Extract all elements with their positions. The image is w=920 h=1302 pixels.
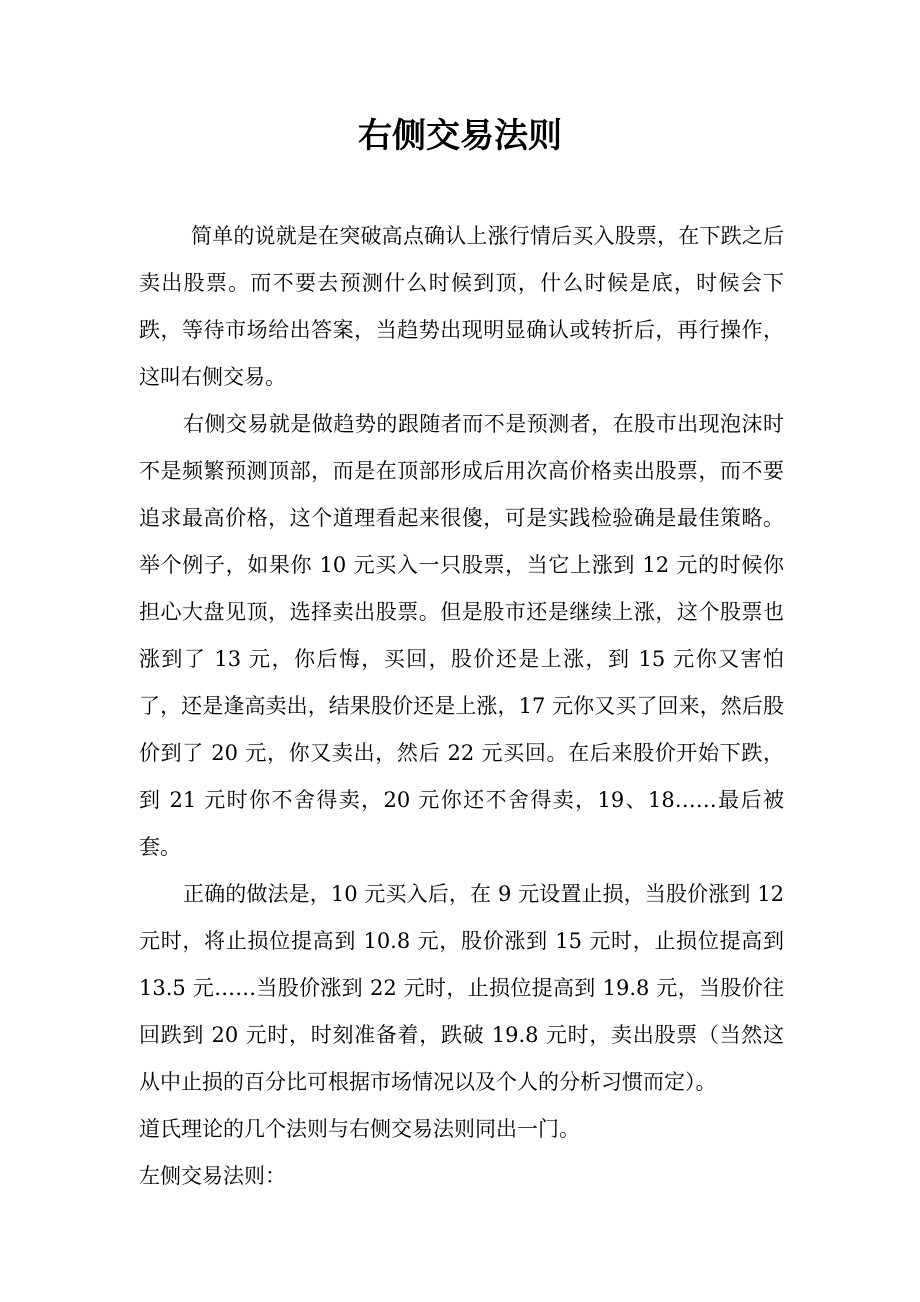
document-title: 右侧交易法则 [358, 116, 562, 156]
paragraph-left-side-heading: 左侧交易法则： [139, 1164, 286, 1188]
paragraph-intro: 简单的说就是在突破高点确认上涨行情后买入股票，在下跌之后卖出股票。而不要去预测什么时候到顶，什么时候是底，时候会下跌，等待市场给出答案，当趋势出现明显确认或转折后，再行操作，这叫右侧交易。 [139, 224, 784, 389]
paragraph-dow-theory: 道氏理论的几个法则与右侧交易法则同出一门。 [139, 1117, 580, 1141]
document-body [139, 213, 784, 1200]
paragraph-example: 右侧交易就是做趋势的跟随者而不是预测者，在股市出现泡沫时不是频繁预测顶部，而是在顶部形成后用次高价格卖出股票，而不要追求最高价格，这个道理看起来很傻，可是实践检验确是最佳策略。举个例子，如果你 10 元买入一只股票，当它上涨到 12 元的时候你担心大盘见顶，选择卖出股票。但是股市还是继续上涨，这个股票也涨到了 13 元，你后悔，买回，股价还是上涨，到 15 元你又害怕了，还是逢高卖出，结果股价还是上涨，17 元你又买了回来，然后股价到了 20 元，你又卖出，然后 22 元买回。在后来股价开始下跌，到 21 元时你不舍得卖，20 元你还不舍得卖，19、18……最后被套。 [139, 412, 784, 859]
paragraph-correct-method: 正确的做法是，10 元买入后，在 9 元设置止损，当股价涨到 12 元时，将止损位提高到 10.8 元，股价涨到 15 元时，止损位提高到 13.5 元……当股价涨到 22 元时，止损位提高到 19.8 元，当股价往回跌到 20 元时，时刻准备着，跌破 19.8 元时，卖出股票（当然这从中止损的百分比可根据市场情况以及个人的分析习惯而定）。 [139, 882, 784, 1094]
